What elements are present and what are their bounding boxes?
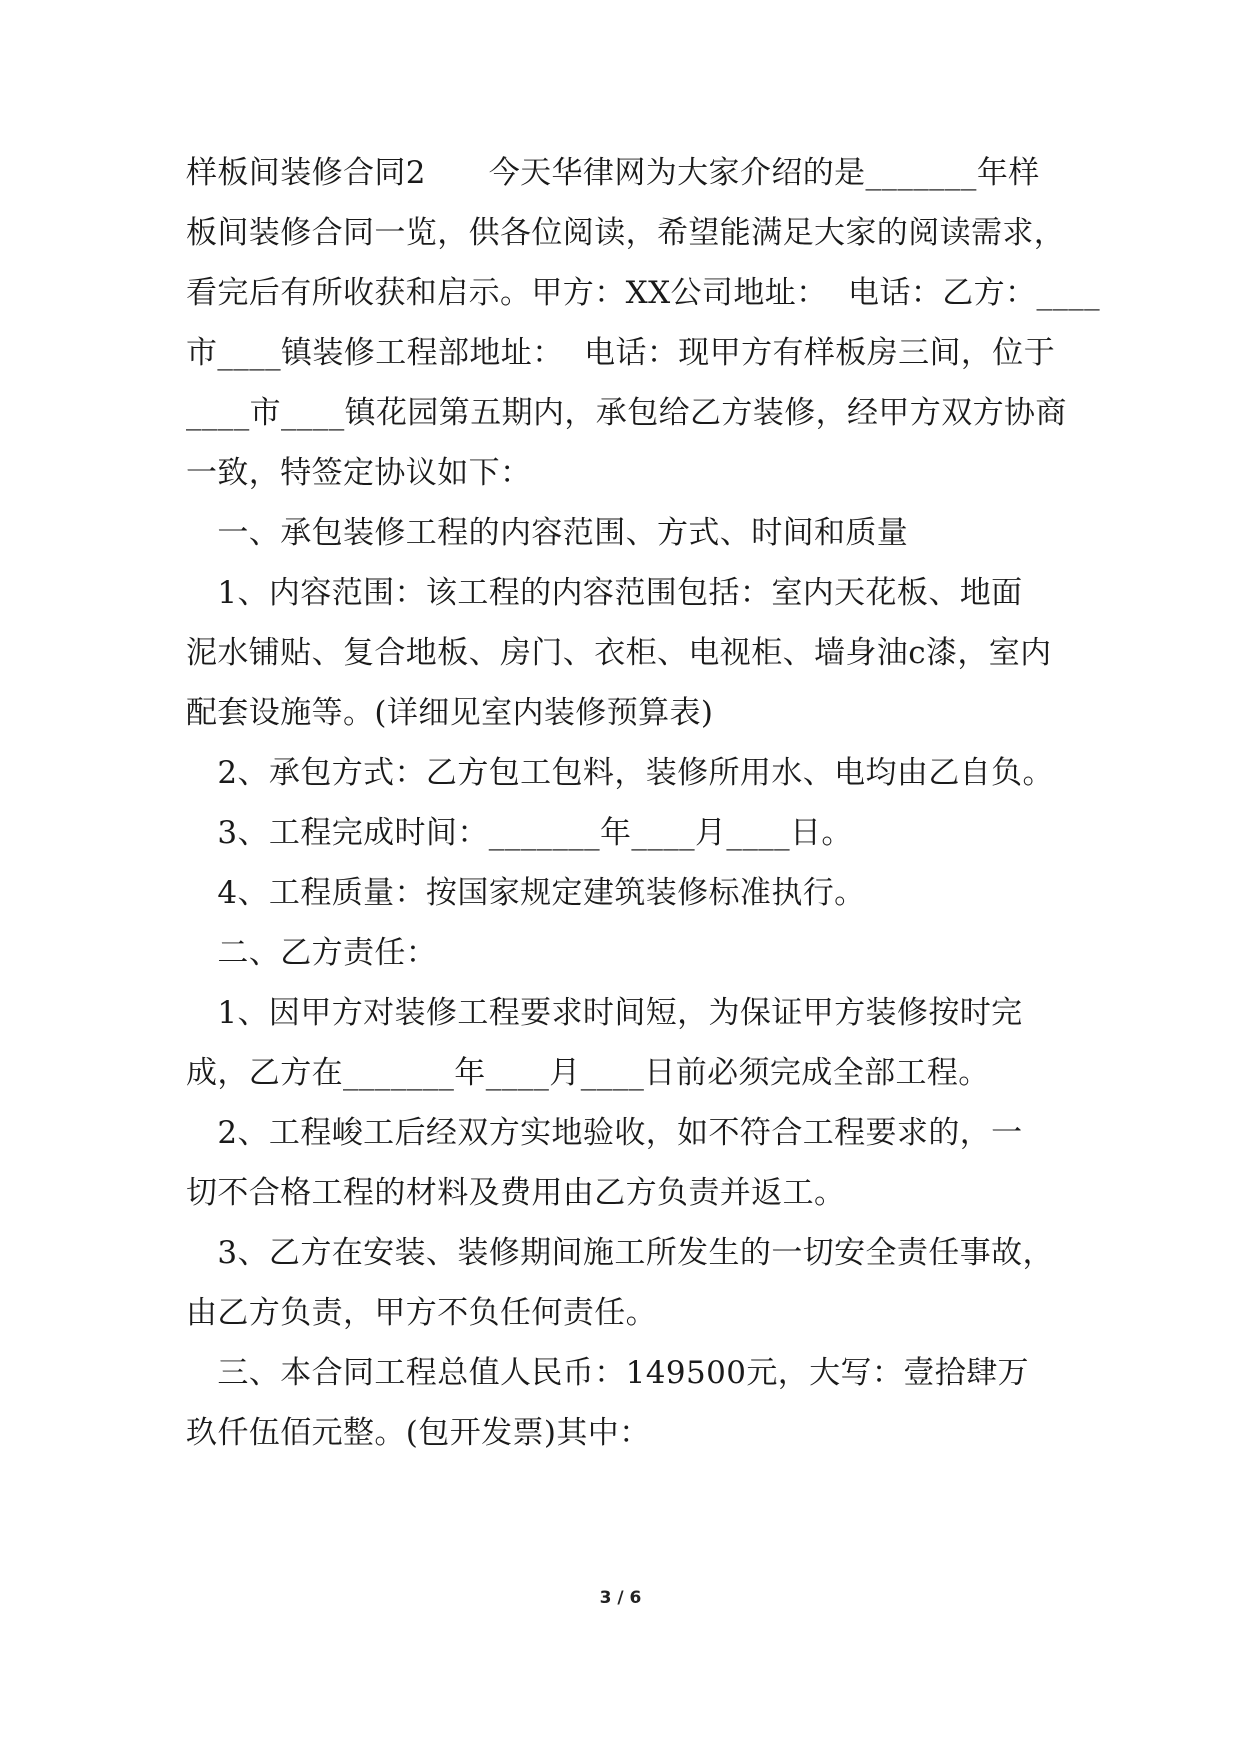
text-line: 2、承包方式：乙方包工包料，装修所用水、电均由乙自负。	[186, 755, 1054, 791]
text-line: 配套设施等。(详细见室内装修预算表)	[186, 695, 714, 731]
text-line: 1、因甲方对装修工程要求时间短，为保证甲方装修按时完	[186, 995, 1023, 1031]
text-line: 板间装修合同一览，供各位阅读，希望能满足大家的阅读需求，	[186, 215, 1066, 251]
text-line: 玖仟伍佰元整。(包开发票)其中：	[186, 1415, 651, 1451]
text-line: 一致，特签定协议如下：	[186, 455, 532, 491]
text-line: 样板间装修合同2 今天华律网为大家介绍的是_______年样	[186, 155, 1040, 191]
page-number: 3 / 6	[599, 1588, 642, 1608]
text-line: 切不合格工程的材料及费用由乙方负责并返工。	[186, 1175, 846, 1211]
section-heading: 二、乙方责任：	[186, 935, 438, 971]
text-line: 由乙方负责，甲方不负任何责任。	[186, 1295, 657, 1331]
section-heading: 三、本合同工程总值人民币：149500元，大写：壹拾肆万	[186, 1355, 1029, 1391]
text-line: 成，乙方在_______年____月____日前必须完成全部工程。	[186, 1055, 990, 1091]
text-line: 1、内容范围：该工程的内容范围包括：室内天花板、地面	[186, 575, 1023, 611]
text-line: 3、工程完成时间：_______年____月____日。	[186, 815, 853, 851]
text-line: 3、乙方在安装、装修期间施工所发生的一切安全责任事故，	[186, 1235, 1054, 1271]
text-line: 市____镇装修工程部地址： 电话：现甲方有样板房三间，位于	[186, 335, 1056, 371]
text-line: 2、工程峻工后经双方实地验收，如不符合工程要求的，一	[186, 1115, 1023, 1151]
text-line: 泥水铺贴、复合地板、房门、衣柜、电视柜、墙身油c漆，室内	[186, 635, 1052, 671]
text-line: ____市____镇花园第五期内，承包给乙方装修，经甲方双方协商	[186, 395, 1067, 431]
text-line: 4、工程质量：按国家规定建筑装修标准执行。	[186, 875, 866, 911]
text-line: 看完后有所收获和启示。甲方：XX公司地址： 电话：乙方：____	[186, 275, 1101, 311]
section-heading: 一、承包装修工程的内容范围、方式、时间和质量	[186, 515, 909, 551]
